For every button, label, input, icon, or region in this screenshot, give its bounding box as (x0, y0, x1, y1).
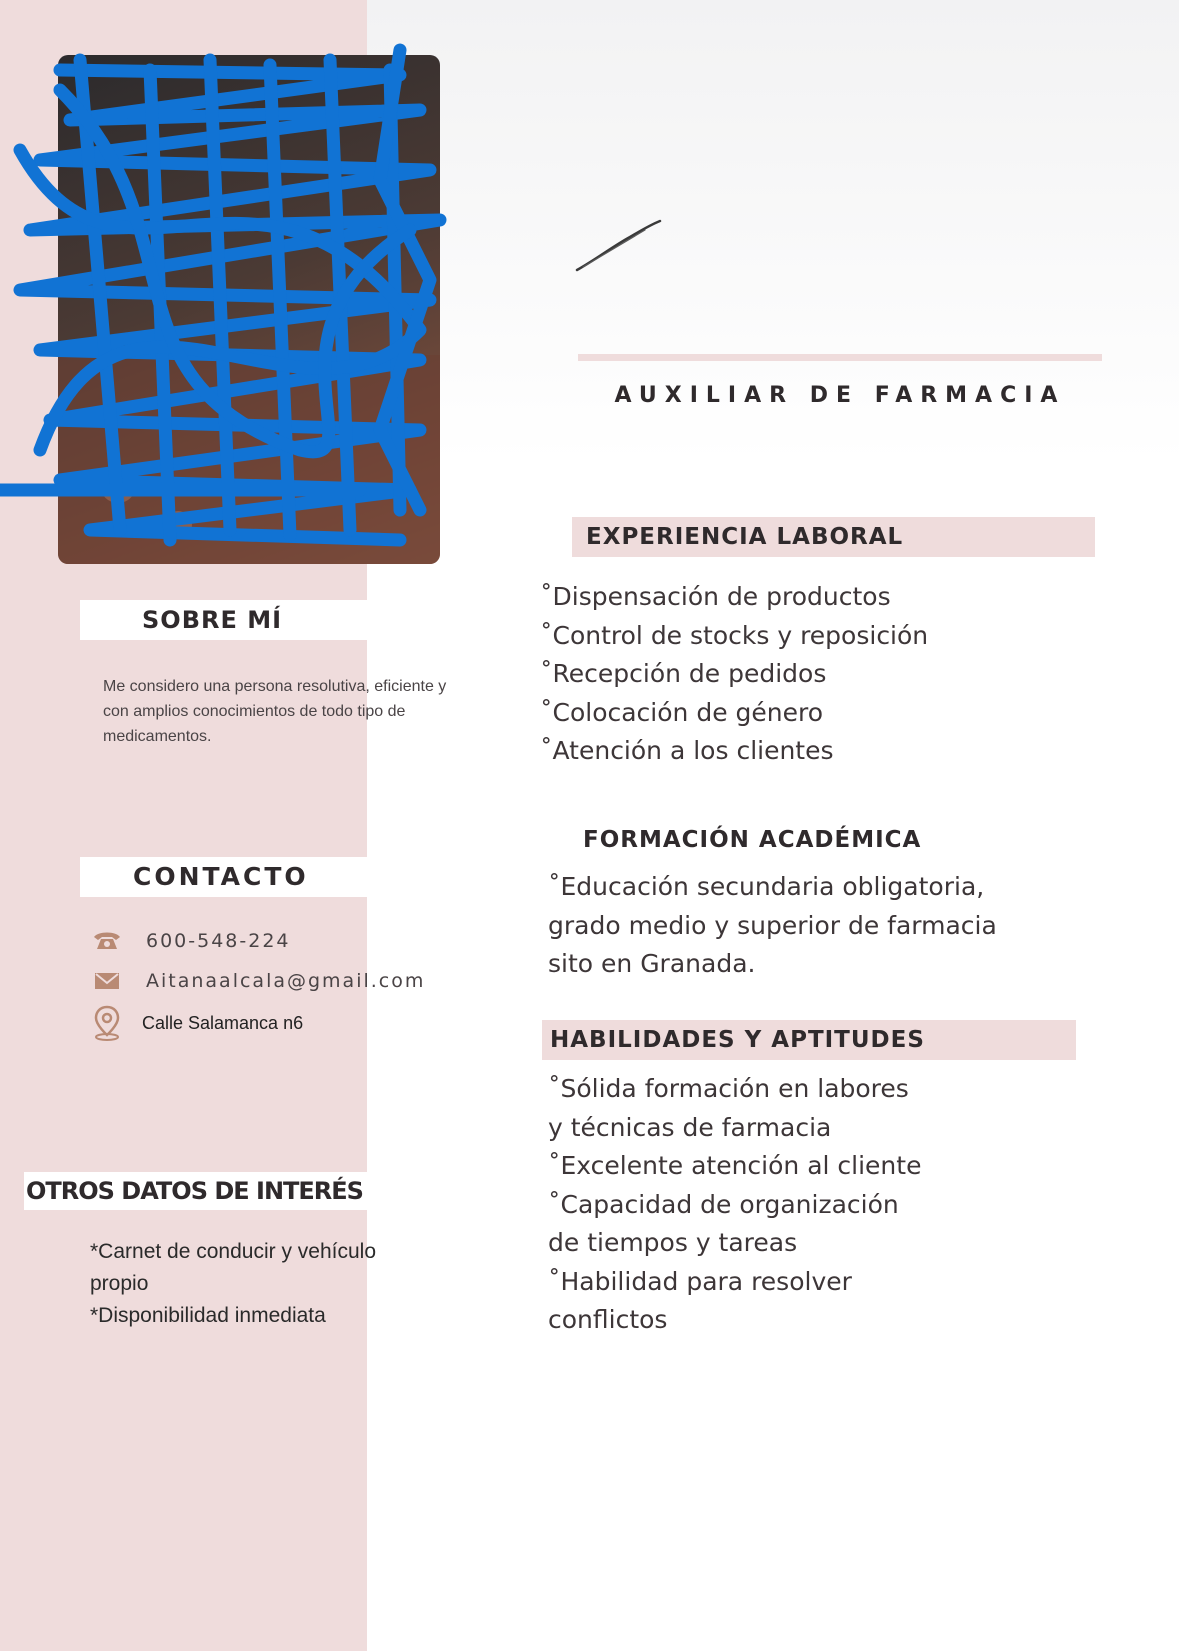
signature (575, 215, 665, 275)
title-rule (578, 354, 1102, 361)
contact-phone[interactable]: 600-548-224 (146, 930, 291, 952)
skills-item: ˚Habilidad para resolver conflictos (548, 1266, 852, 1334)
other-info-item: *Carnet de conducir y vehículo propio (90, 1240, 376, 1295)
contact-email-row (90, 966, 425, 996)
job-title: AUXILIAR DE FARMACIA (614, 383, 1066, 408)
skills-item: ˚Sólida formación en labores y técnicas de farmacia (548, 1074, 909, 1142)
scribble-overlay (0, 30, 470, 570)
experience-item: ˚Atención a los clientes (540, 736, 834, 765)
contact-email[interactable]: Aitanaalcala@gmail.com (146, 970, 426, 992)
skills-item: ˚Excelente atención al cliente (548, 1151, 922, 1180)
experience-list (540, 578, 928, 771)
experience-heading: EXPERIENCIA LABORAL (572, 517, 1095, 557)
mail-icon (90, 966, 124, 996)
skills-list (548, 1070, 928, 1340)
skills-heading: HABILIDADES Y APTITUDES (542, 1020, 1076, 1060)
experience-item: ˚Recepción de pedidos (540, 659, 827, 688)
contact-address-row (90, 1008, 303, 1038)
experience-item: ˚Colocación de género (540, 697, 824, 727)
contact-heading: CONTACTO (80, 857, 367, 897)
experience-item: ˚Control de stocks y reposición (540, 620, 929, 650)
location-pin-icon (90, 1008, 124, 1038)
education-heading: FORMACIÓN ACADÉMICA (583, 827, 922, 853)
about-heading: SOBRE MÍ (80, 600, 367, 640)
contact-phone-row (90, 926, 291, 956)
about-text: Me considero una persona resolutiva, eficiente y con amplios conocimientos de todo tipo de medicamentos. (103, 678, 447, 745)
experience-item: ˚Dispensación de productos (540, 582, 891, 611)
phone-icon (90, 926, 124, 956)
other-info-item: *Disponibilidad inmediata (90, 1304, 326, 1327)
other-info-list (90, 1236, 430, 1332)
skills-item: ˚Capacidad de organización de tiempos y tareas (548, 1189, 899, 1257)
other-info-heading: OTROS DATOS DE INTERÉS (24, 1172, 367, 1210)
education-text: ˚Educación secundaria obligatoria, grado medio y superior de farmacia sito en Granada. (548, 872, 997, 978)
contact-address: Calle Salamanca n6 (142, 1012, 304, 1033)
